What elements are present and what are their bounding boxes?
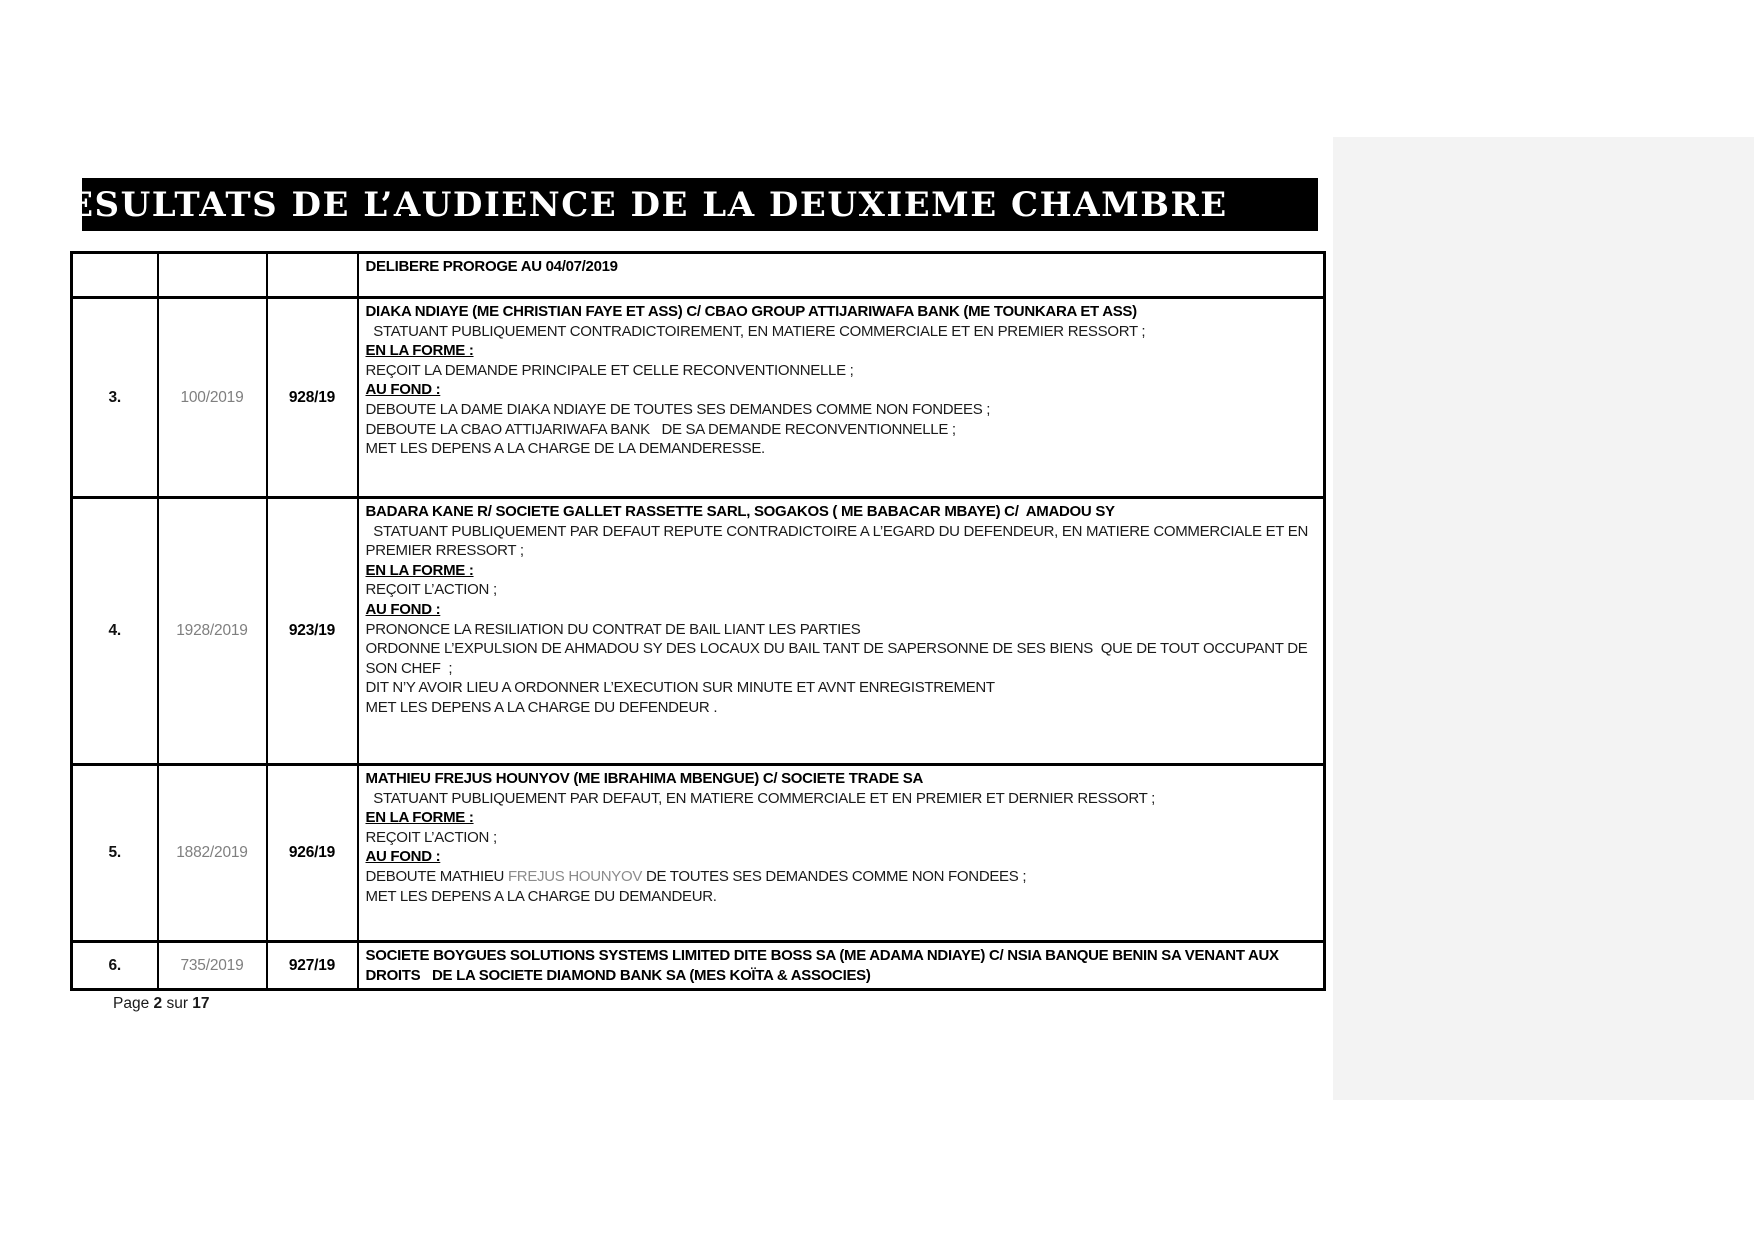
decision-line: DIAKA NDIAYE (ME CHRISTIAN FAYE ET ASS) C/ CBAO GROUP ATTIJARIWAFA BANK (ME TOUNKARA ET ASS) [365,303,1137,320]
decision-line: DIT N’Y AVOIR LIEU A ORDONNER L’EXECUTION SUR MINUTE ET AVNT ENREGISTREMENT [365,679,995,697]
decision-number-cell: 923/19 [267,498,358,765]
decision-line [366,867,1314,887]
decision-line: DEBOUTE LA DAME DIAKA NDIAYE DE TOUTES SES DEMANDES COMME NON FONDEES ; [365,400,991,418]
decision-number-cell: 928/19 [267,298,358,498]
decision-line: ORDONNE L’EXPULSION DE AHMADOU SY DES LOCAUX DU BAIL TANT DE SAPERSONNE DE SES BIENS QUE DE TOUT OCCUPANT DE SON CHEF ; [365,640,1312,677]
page-title: RESULTATS DE L’AUDIENCE DE LA DEUXIEME CHAMBRE [37,184,1228,225]
case-number-cell: 1928/2019 [158,498,267,765]
row-number-cell: 5. [72,765,158,942]
results-table [70,251,1326,991]
decision-line: REÇOIT L’ACTION ; [365,828,497,846]
decision-line: REÇOIT L’ACTION ; [365,581,497,599]
decision-line: MET LES DEPENS A LA CHARGE DU DEMANDEUR. [365,887,717,905]
footer-sur-label: sur [162,995,193,1012]
decision-line: STATUANT PUBLIQUEMENT PAR DEFAUT, EN MATIERE COMMERCIALE ET EN PREMIER ET DERNIER RESSORT ; [365,789,1155,807]
decision-line: SOCIETE BOYGUES SOLUTIONS SYSTEMS LIMITED DITE BOSS SA (ME ADAMA NDIAYE) C/ NSIA BANQUE BENIN SA VENANT AUX DROITS DE LA SOCIETE DIAMOND BANK SA (MES KOÏTA & ASSOCIES) [365,947,1283,984]
decision-text-cell [358,298,1325,498]
case-number-cell: 735/2019 [158,942,267,990]
table-row [72,298,1325,498]
table-row [72,253,1325,298]
results-table-body [72,253,1325,990]
table-row [72,498,1325,765]
row-number-cell [72,253,158,298]
footer-total-pages: 17 [192,995,210,1012]
decision-line: AU FOND : [365,600,441,618]
decision-line: EN LA FORME : [365,561,474,579]
footer-current-page: 2 [153,995,163,1012]
case-number-cell: 100/2019 [158,298,267,498]
decision-line: STATUANT PUBLIQUEMENT CONTRADICTOIREMENT, EN MATIERE COMMERCIALE ET EN PREMIER RESSORT ; [365,322,1146,340]
case-number-cell [158,253,267,298]
page-footer [113,995,210,1013]
case-number-cell: 1882/2019 [158,765,267,942]
row-number-cell: 6. [72,942,158,990]
decision-line: REÇOIT LA DEMANDE PRINCIPALE ET CELLE RECONVENTIONNELLE ; [365,361,854,379]
decision-line: AU FOND : [365,848,441,866]
decision-line: MET LES DEPENS A LA CHARGE DE LA DEMANDERESSE. [365,440,765,458]
table-row [72,765,1325,942]
muted-text-segment: FREJUS HOUNYOV [507,867,643,885]
decision-text-cell [358,942,1325,990]
text-segment: DE TOUTES SES DEMANDES COMME NON FONDEES ; [642,867,1027,885]
decision-line: DELIBERE PROROGE AU 04/07/2019 [365,258,618,275]
row-number-cell: 4. [72,498,158,765]
decision-line: MET LES DEPENS A LA CHARGE DU DEFENDEUR . [365,698,718,716]
decision-line: PRONONCE LA RESILIATION DU CONTRAT DE BAIL LIANT LES PARTIES [365,620,861,638]
decision-text-cell [358,253,1325,298]
decision-line: EN LA FORME : [365,809,474,827]
decision-line: AU FOND : [365,381,441,399]
text-segment: DEBOUTE MATHIEU [365,867,508,885]
decision-line: BADARA KANE R/ SOCIETE GALLET RASSETTE SARL, SOGAKOS ( ME BABACAR MBAYE) C/ AMADOU SY [365,503,1115,520]
decision-line: MATHIEU FREJUS HOUNYOV (ME IBRAHIMA MBENGUE) C/ SOCIETE TRADE SA [365,770,923,787]
decision-line: EN LA FORME : [365,342,474,360]
decision-text-cell [358,765,1325,942]
decision-text-cell [358,498,1325,765]
decision-line: DEBOUTE LA CBAO ATTIJARIWAFA BANK DE SA DEMANDE RECONVENTIONNELLE ; [365,420,956,438]
footer-page-label: Page [113,995,154,1012]
table-row [72,942,1325,990]
decision-number-cell: 926/19 [267,765,358,942]
title-banner [37,178,1318,231]
decision-number-cell [267,253,358,298]
row-number-cell: 3. [72,298,158,498]
decision-number-cell: 927/19 [267,942,358,990]
adjacent-page-panel [1333,137,1754,1100]
decision-line: STATUANT PUBLIQUEMENT PAR DEFAUT REPUTE CONTRADICTOIRE A L’EGARD DU DEFENDEUR, EN MATIERE COMMERCIALE ET EN PREMIER RRESSORT ; [365,522,1312,560]
